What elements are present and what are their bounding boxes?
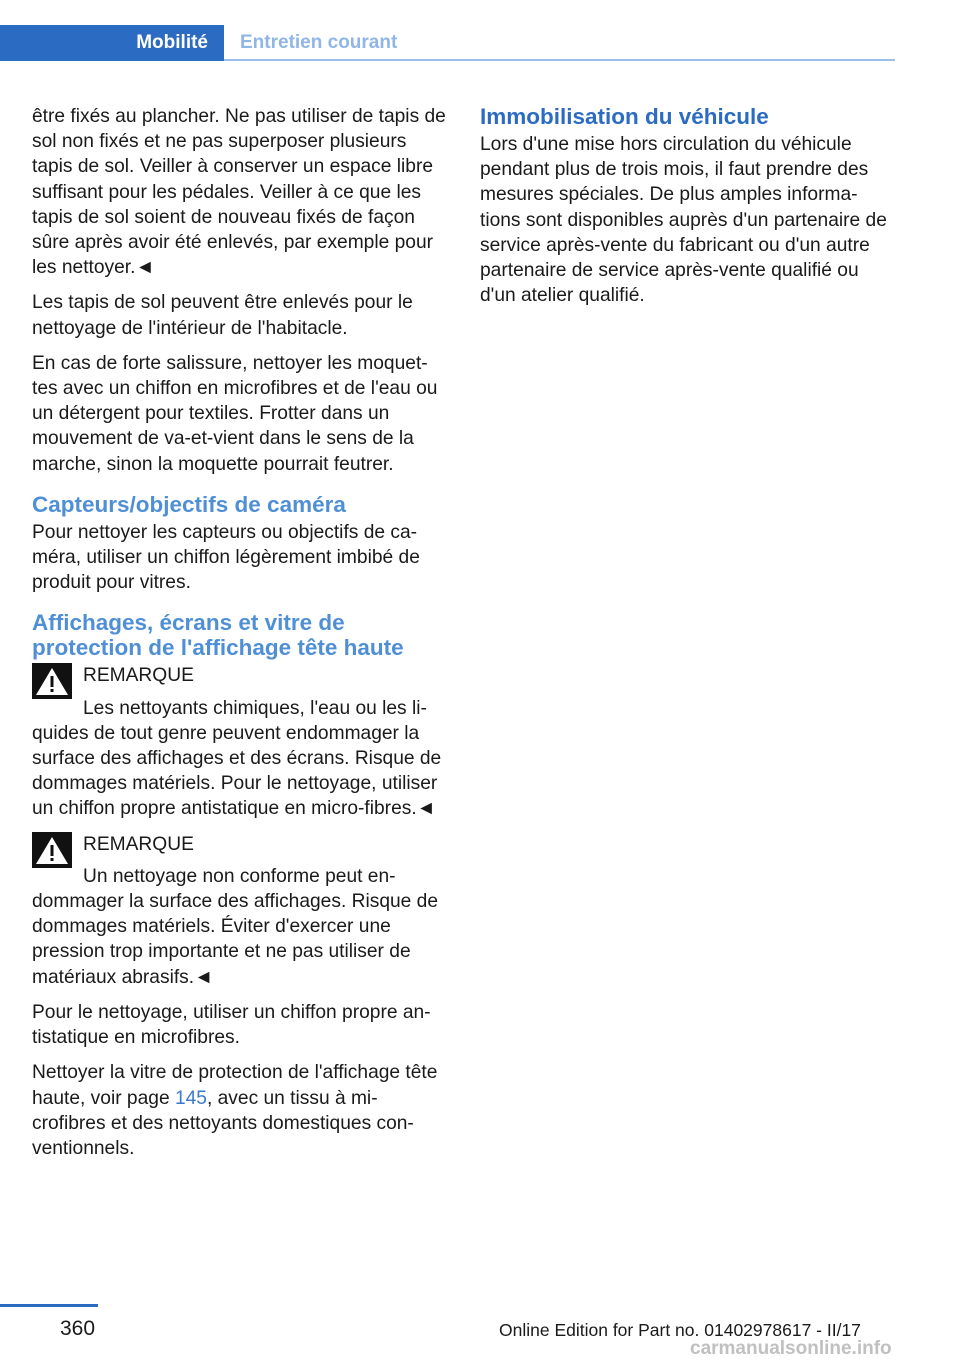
notice-title: REMARQUE — [83, 665, 194, 687]
paragraph-camera-cleaning: Pour nettoyer les capteurs ou objectifs de ca‐méra, utiliser un chiffon légèrement imbibé de produit pour vitres. — [32, 521, 420, 594]
hud-text-before: Nettoyer la vitre de protection de l'affichage tête haute, voir page — [32, 1062, 438, 1109]
paragraph-microfiber: Pour le nettoyage, utiliser un chiffon propre an‐tistatique en microfibres. — [32, 1001, 431, 1049]
watermark: carmanualsonline.info — [690, 1338, 892, 1359]
notice-block-1 — [32, 663, 448, 821]
notice-text: dommager la surface des affichages. Risque de dommages matériels. Éviter d'exercer une pression trop importante et ne pas utiliser de matériaux abrasifs.◄ — [32, 891, 439, 988]
paragraph-immobilisation: Lors d'une mise hors circulation du véhicule pendant plus de trois mois, il faut prendre des mesures spéciales. De plus amples informa‐tions sont disponibles auprès d'un partenaire de service après-vente du fabricant ou d'un autre partenaire de service après-vente qualifié ou d'un atelier qualifié. — [480, 134, 887, 307]
heading-immobilisation: Immobilisation du véhicule — [480, 104, 769, 129]
notice-text: quides de tout genre peuvent endommager la surface des affichages et des écrans. Risque de dommages matériels. Pour le nettoyage, utiliser un chiffon propre antistatique en micro‐fibres.◄ — [32, 722, 442, 820]
heading-displays: Affichages, écrans et vitre de protection de l'affichage tête haute — [32, 610, 404, 661]
header-tabs — [0, 25, 895, 61]
left-column — [32, 104, 448, 1171]
footer-rule — [0, 1304, 98, 1307]
tab-underline — [224, 59, 895, 61]
notice-block-2 — [32, 832, 448, 990]
warning-icon — [32, 832, 72, 868]
notice-title: REMARQUE — [83, 833, 194, 855]
tab-mobilite[interactable]: Mobilité — [0, 25, 224, 61]
tab-entretien-courant[interactable]: Entretien courant — [240, 32, 398, 53]
heading-camera-sensors: Capteurs/objectifs de caméra — [32, 491, 346, 517]
notice-text-first: Les nettoyants chimiques, l'eau ou les li‐ — [83, 697, 427, 719]
right-column — [480, 104, 896, 318]
page-number: 360 — [60, 1317, 96, 1340]
hud-text-after: , avec un tissu à mi‐crofibres et des nettoyants domestiques con‐ventionnels. — [32, 1087, 414, 1159]
edition-text: Online Edition for Part no. 01402978617 - II/17 — [499, 1320, 861, 1340]
warning-icon — [32, 663, 72, 699]
notice-text-first: Un nettoyage non conforme peut en‐ — [83, 865, 396, 887]
paragraph-hud-glass — [32, 1060, 448, 1161]
paragraph-floor-mats: être fixés au plancher. Ne pas utiliser de tapis de sol non fixés et ne pas superposer plusieurs tapis de sol. Veiller à conserver un espace libre suffisant pour les pédales. Veiller à ce que les tapis de sol soient de nouveau fixés de façon sûre après avoir été enlevés, par exemple pour les nettoyer.◄ — [32, 106, 446, 279]
paragraph-carpet-cleaning: En cas de forte salissure, nettoyer les moquet‐tes avec un chiffon en microfibres et de l'eau ou un détergent pour textiles. Frotter dans un mouvement de va-et-vient dans le sens de la marche, sinon la moquette pourrait feutrer. — [32, 352, 438, 475]
page-link[interactable]: 145 — [174, 1087, 207, 1109]
paragraph-mats-removal: Les tapis de sol peuvent être enlevés pour le nettoyage de l'intérieur de l'habitacle. — [32, 292, 413, 339]
